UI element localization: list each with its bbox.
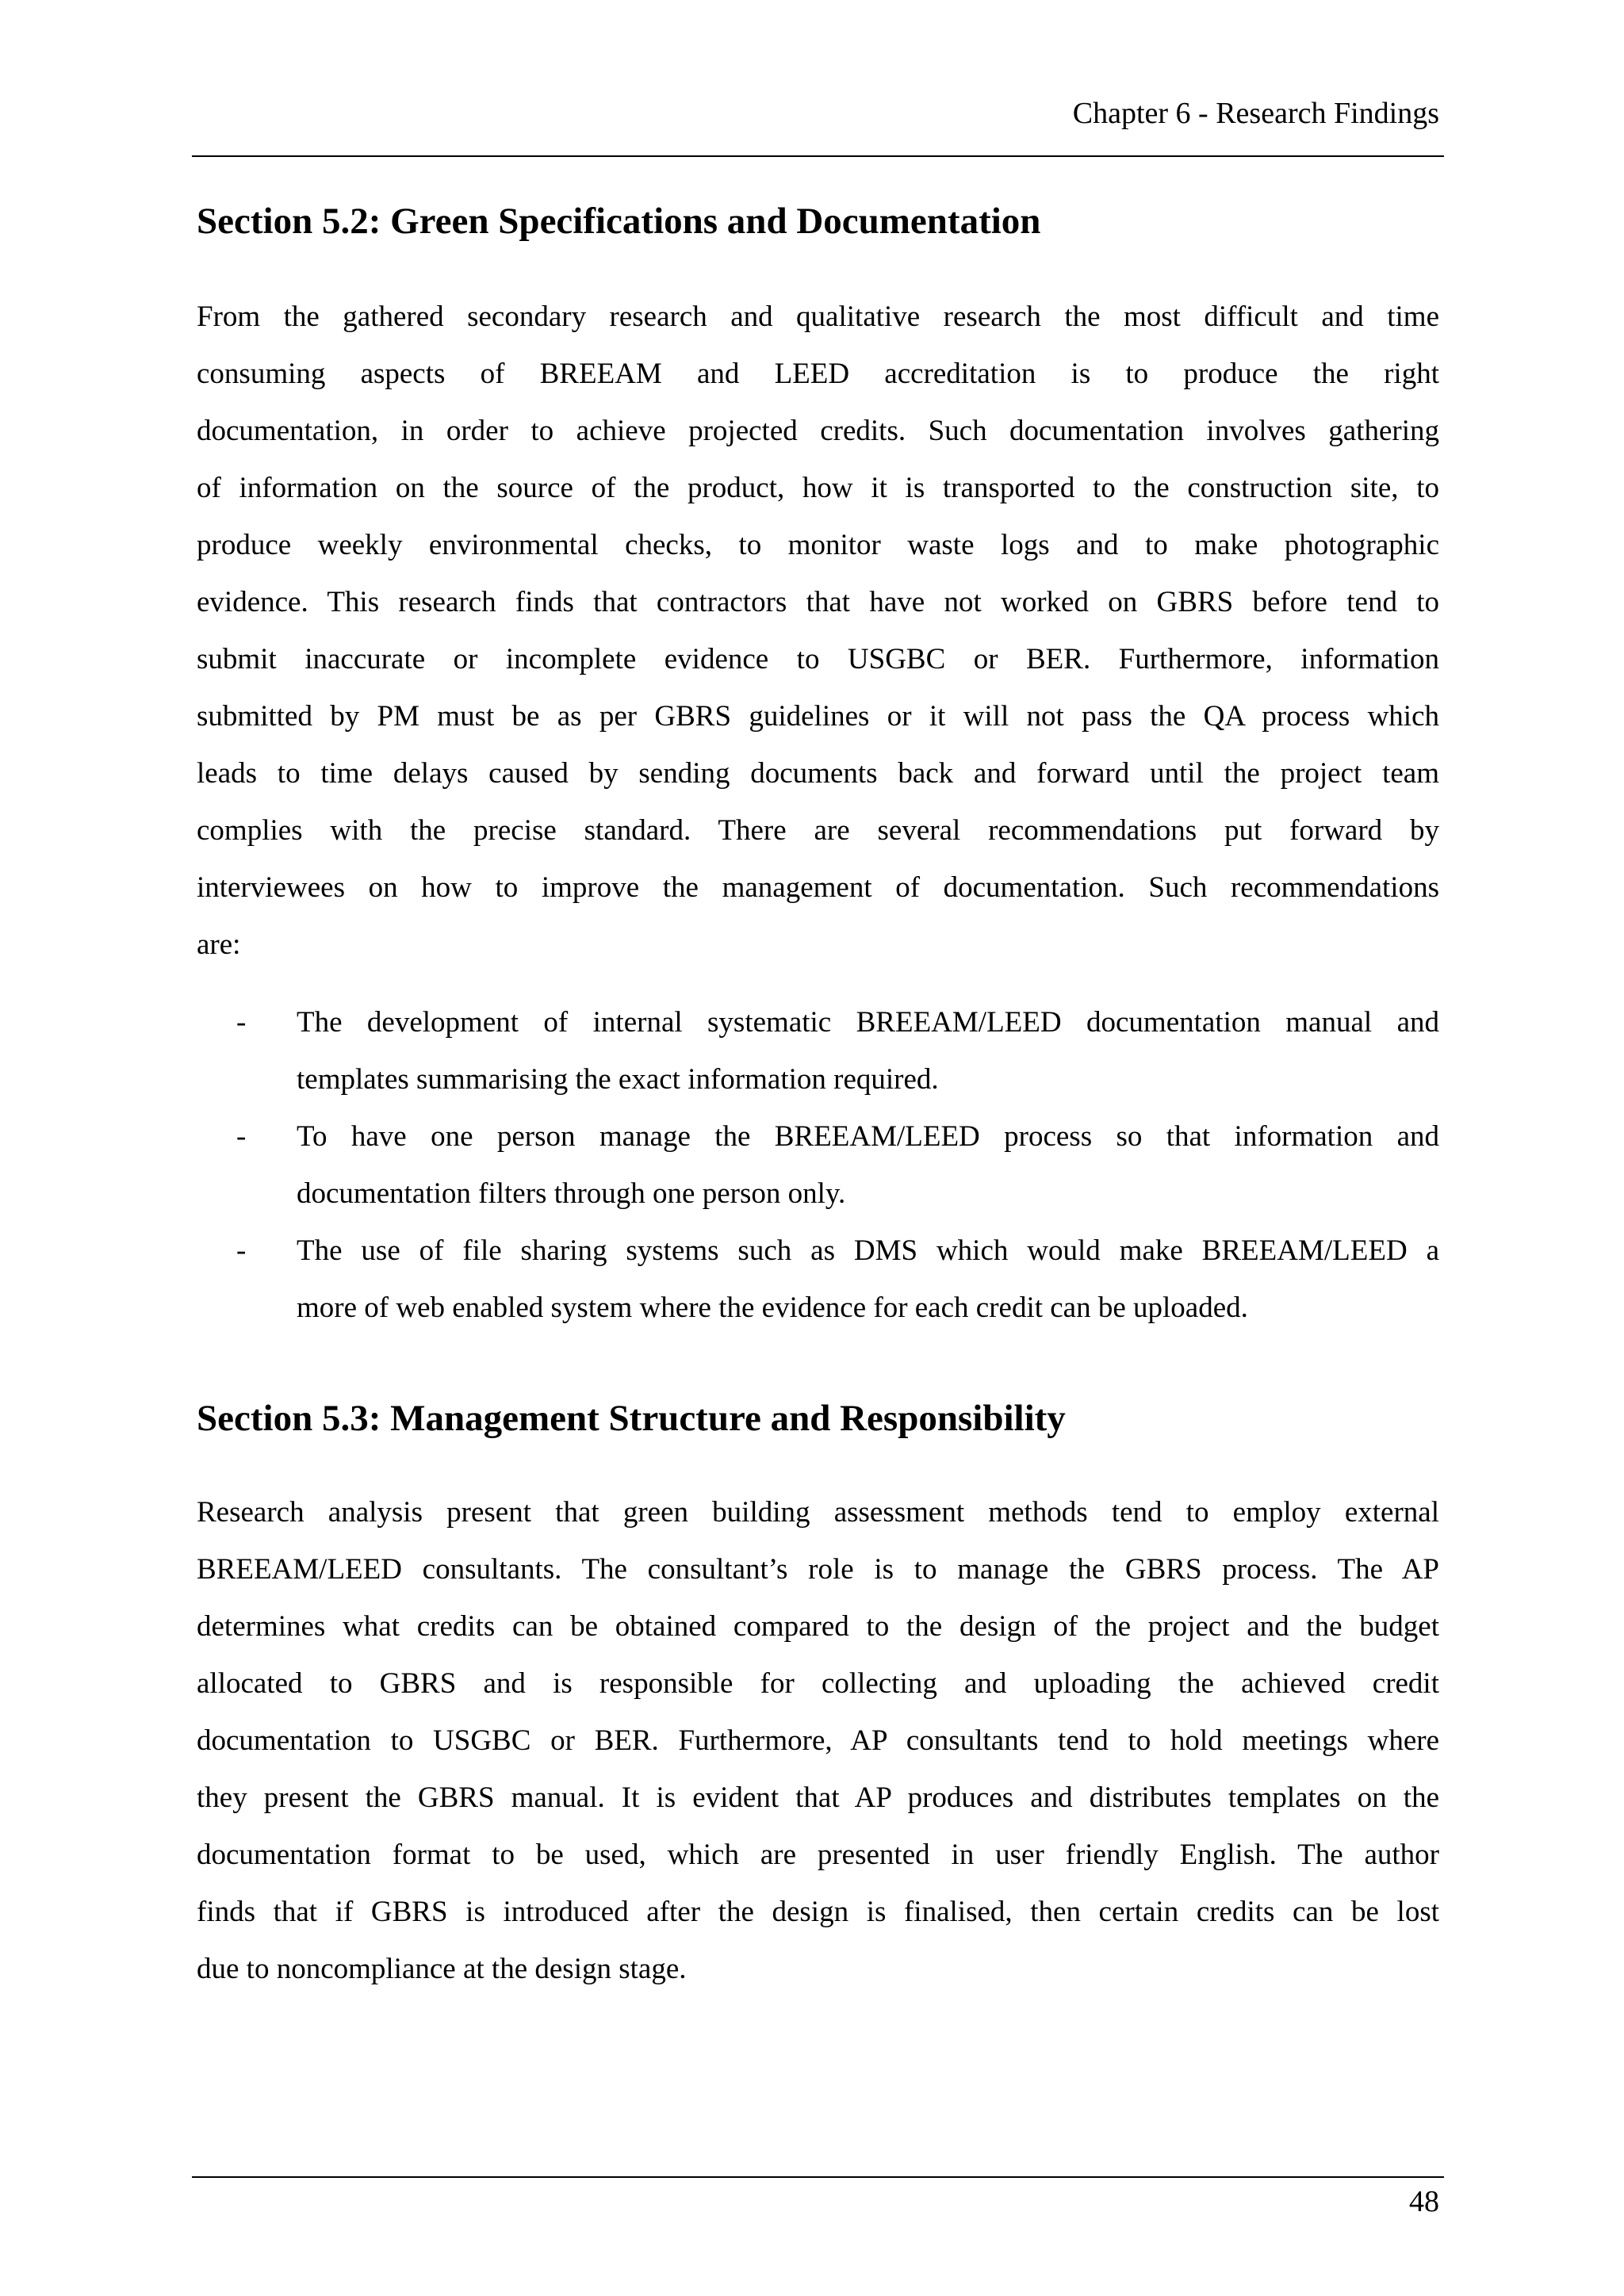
section-5-3-paragraph	[197, 1484, 1439, 1998]
section-5-2-paragraph	[197, 289, 1439, 974]
bullet-dash: -	[236, 1234, 247, 1267]
text-line: documentation filters through one person only.	[297, 1177, 846, 1210]
text-line: they present the GBRS manual. It is evident that AP produces and distributes templates on the	[197, 1781, 1439, 1814]
text-line: documentation, in order to achieve projected credits. Such documentation involves gathering	[197, 415, 1439, 447]
header-rule	[192, 155, 1444, 157]
text-line: documentation format to be used, which are presented in user friendly English. The author	[197, 1839, 1439, 1871]
list-item	[197, 994, 1439, 1108]
bullet-dash: -	[236, 1120, 247, 1153]
text-line: submit inaccurate or incomplete evidence to USGBC or BER. Furthermore, information	[197, 643, 1439, 675]
text-line: interviewees on how to improve the management of documentation. Such recommendations	[197, 871, 1439, 904]
text-line: determines what credits can be obtained compared to the design of the project and the budget	[197, 1610, 1439, 1643]
recommendations-list	[197, 994, 1439, 1337]
bullet-dash: -	[236, 1006, 247, 1039]
list-item	[197, 1223, 1439, 1337]
text-line: From the gathered secondary research and qualitative research the most difficult and time	[197, 300, 1439, 333]
text-line: are:	[197, 928, 241, 961]
text-line: To have one person manage the BREEAM/LEED process so that information and	[297, 1120, 1439, 1153]
text-line: The use of file sharing systems such as DMS which would make BREEAM/LEED a	[297, 1234, 1439, 1267]
text-line: allocated to GBRS and is responsible for collecting and uploading the achieved credit	[197, 1667, 1439, 1700]
text-line: Research analysis present that green building assessment methods tend to employ external	[197, 1496, 1439, 1529]
text-line: more of web enabled system where the evidence for each credit can be uploaded.	[297, 1292, 1248, 1324]
footer-rule	[192, 2176, 1444, 2178]
section-5-2-heading: Section 5.2: Green Specifications and Documentation	[197, 201, 1041, 242]
text-line: submitted by PM must be as per GBRS guidelines or it will not pass the QA process which	[197, 700, 1439, 733]
text-line: The development of internal systematic BREEAM/LEED documentation manual and	[297, 1006, 1439, 1039]
text-line: templates summarising the exact information required.	[297, 1063, 939, 1096]
text-line: produce weekly environmental checks, to monitor waste logs and to make photographic	[197, 529, 1439, 561]
text-line: leads to time delays caused by sending documents back and forward until the project team	[197, 757, 1439, 790]
section-5-3-heading: Section 5.3: Management Structure and Responsibility	[197, 1398, 1066, 1439]
running-header: Chapter 6 - Research Findings	[1072, 97, 1439, 130]
text-line: complies with the precise standard. There are several recommendations put forward by	[197, 814, 1439, 847]
list-item	[197, 1108, 1439, 1223]
text-line: due to noncompliance at the design stage.	[197, 1953, 687, 1985]
text-line: of information on the source of the product, how it is transported to the construction site, to	[197, 472, 1439, 504]
text-line: BREEAM/LEED consultants. The consultant’s role is to manage the GBRS process. The AP	[197, 1553, 1439, 1586]
text-line: evidence. This research finds that contractors that have not worked on GBRS before tend to	[197, 586, 1439, 618]
page-number: 48	[1409, 2185, 1439, 2218]
text-line: documentation to USGBC or BER. Furthermore, AP consultants tend to hold meetings where	[197, 1724, 1439, 1757]
text-line: finds that if GBRS is introduced after the design is finalised, then certain credits can be lost	[197, 1896, 1439, 1928]
text-line: consuming aspects of BREEAM and LEED accreditation is to produce the right	[197, 358, 1439, 390]
